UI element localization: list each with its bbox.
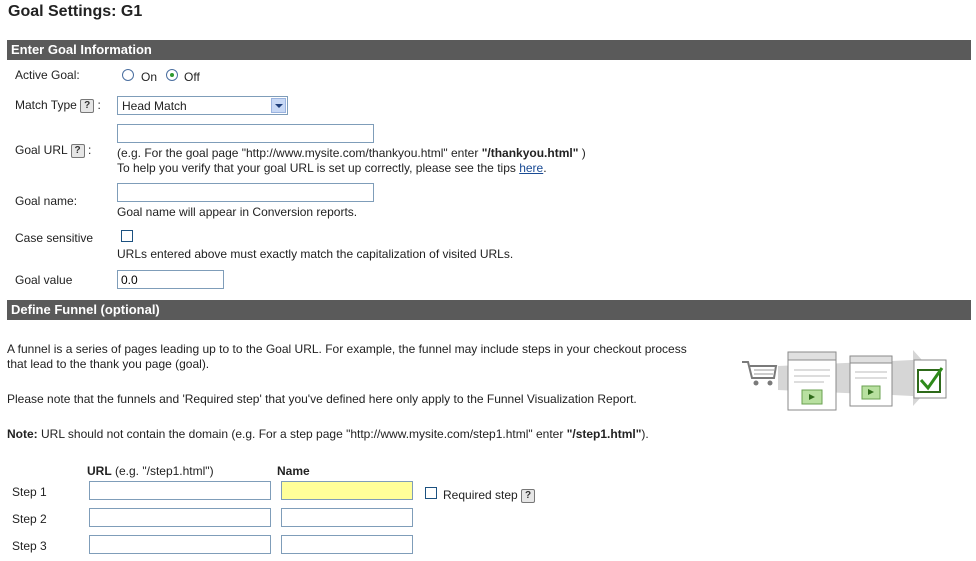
match-type-label-row xyxy=(15,98,101,113)
funnel-intro-line2: that lead to the thank you page (goal). xyxy=(7,357,210,371)
required-step-label: Required step xyxy=(443,488,518,502)
goal-url-label: Goal URL xyxy=(15,143,68,157)
page-icon xyxy=(850,356,892,406)
funnel-intro-line1: A funnel is a series of pages leading up to to the Goal URL. For example, the funnel may include steps in your checkout process xyxy=(7,342,687,356)
match-type-select[interactable] xyxy=(117,96,288,115)
goal-url-input[interactable] xyxy=(117,124,374,143)
goal-url-colon: : xyxy=(87,143,92,157)
page-title: Goal Settings: G1 xyxy=(8,3,143,20)
goal-name-input[interactable] xyxy=(117,183,374,202)
funnel-section-header: Define Funnel (optional) xyxy=(7,300,971,320)
required-step-checkbox[interactable] xyxy=(425,487,437,499)
goal-value-input[interactable] xyxy=(117,270,224,289)
goal-url-hint-example: "/thankyou.html" xyxy=(481,146,579,160)
goal-url-hint-suffix: ) xyxy=(578,146,586,160)
active-goal-label: Active Goal: xyxy=(15,68,80,82)
match-type-selected-value: Head Match xyxy=(122,99,187,113)
step-url-input[interactable] xyxy=(89,535,271,554)
step-url-input[interactable] xyxy=(89,481,271,500)
required-step-row xyxy=(443,488,535,503)
goal-url-verify-text: To help you verify that your goal URL is set up correctly, please see the tips xyxy=(117,161,520,175)
goal-name-label: Goal name: xyxy=(15,194,78,208)
match-type-label: Match Type xyxy=(15,98,77,112)
checkmark-icon xyxy=(914,360,946,398)
active-goal-on-label[interactable]: On xyxy=(141,70,158,84)
chevron-down-icon[interactable] xyxy=(271,98,286,113)
funnel-illustration xyxy=(738,342,952,414)
shopping-cart-icon xyxy=(742,362,776,386)
case-sensitive-label: Case sensitive xyxy=(15,231,94,245)
goal-url-hint-prefix: (e.g. For the goal page "http://www.mysite.com/thankyou.html" enter xyxy=(117,146,482,160)
goal-url-verify-end: . xyxy=(543,161,547,175)
help-icon[interactable]: ? xyxy=(80,99,94,113)
goal-value-label: Goal value xyxy=(15,273,73,287)
url-column-example: (e.g. "/step1.html") xyxy=(111,464,214,478)
step-label: Step 3 xyxy=(12,539,47,553)
note-end: ). xyxy=(641,427,649,441)
step-name-input[interactable] xyxy=(281,508,413,527)
goal-name-hint: Goal name will appear in Conversion reports. xyxy=(117,205,358,219)
note-label: Note: xyxy=(7,427,38,441)
active-goal-off-label[interactable]: Off xyxy=(184,70,200,84)
step-name-input[interactable] xyxy=(281,481,413,500)
funnel-domain-note xyxy=(7,427,649,441)
match-type-colon: : xyxy=(97,98,101,112)
goal-url-verify-hint xyxy=(117,161,547,175)
step-name-input[interactable] xyxy=(281,535,413,554)
step-label: Step 2 xyxy=(12,512,47,526)
url-column-header xyxy=(87,464,214,478)
active-goal-on-radio[interactable] xyxy=(122,69,134,81)
url-column-title: URL xyxy=(87,464,112,478)
help-icon[interactable]: ? xyxy=(521,489,535,503)
funnel-report-note: Please note that the funnels and 'Required step' that you've defined here only apply to the Funnel Visualization Report. xyxy=(7,392,637,406)
goal-url-label-row xyxy=(15,143,91,158)
goal-info-section-header: Enter Goal Information xyxy=(7,40,971,60)
case-sensitive-hint: URLs entered above must exactly match the capitalization of visited URLs. xyxy=(117,247,514,261)
page-icon xyxy=(788,352,836,410)
step-url-input[interactable] xyxy=(89,508,271,527)
active-goal-off-radio[interactable] xyxy=(166,69,178,81)
name-column-header: Name xyxy=(277,464,310,478)
tips-here-link[interactable]: here xyxy=(519,161,544,175)
goal-url-hint xyxy=(117,146,586,160)
case-sensitive-checkbox[interactable] xyxy=(121,230,133,242)
note-text: URL should not contain the domain (e.g. For a step page "http://www.mysite.com/step1.html" enter xyxy=(37,427,567,441)
help-icon[interactable]: ? xyxy=(71,144,85,158)
step-label: Step 1 xyxy=(12,485,47,499)
note-example: "/step1.html" xyxy=(566,427,642,441)
